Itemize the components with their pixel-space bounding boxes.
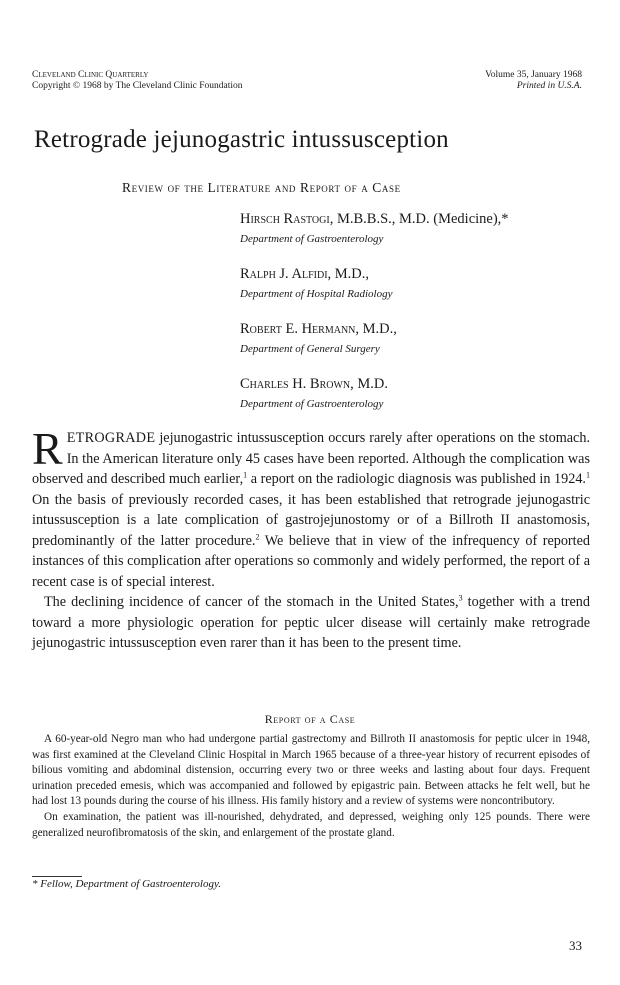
body-text-run: jejunogastric intussusception occurs rarely after operations on the stomach. In the American literature only 45 cases have been reported. Although the complication was observed and described much earlier,: [32, 430, 590, 487]
body-text-run: We believe that in view of the infrequency of reported instances of this complication after operations so commonly and widely performed, the report of a recent case is of special interest.: [32, 532, 590, 590]
running-header-left: [32, 70, 242, 92]
case-report: [32, 732, 590, 841]
author-name: Charles H. Brown: [240, 376, 351, 392]
body-text-run: The declining incidence of cancer of the stomach in the United States,: [44, 594, 459, 610]
body-text-run: a report on the radiologic diagnosis was published in 1924.: [247, 471, 586, 487]
printed-line: Printed in U.S.A.: [516, 81, 582, 91]
author-credentials: , M.B.B.S., M.D. (Medicine),*: [329, 211, 509, 227]
author-credentials: , M.D.: [350, 376, 389, 392]
author-department: Department of Gastroenterology: [240, 233, 384, 245]
footnote-divider: [32, 876, 82, 877]
case-paragraph-2: On examination, the patient was ill-nourished, dehydrated, and depressed, weighing only 125 pounds. There were generalized neurofibromatosis of the skin, and enlargement of the prostate gland.: [32, 810, 590, 839]
author-name-line: [240, 210, 600, 228]
body-paragraph-1: [32, 423, 590, 592]
author-name: Robert E. Hermann: [240, 321, 356, 337]
author-entry: [240, 210, 600, 265]
lead-caps: ETROGRADE: [66, 430, 156, 446]
reference-marker: 2: [255, 531, 260, 541]
author-entry: [240, 375, 600, 430]
author-name: Hirsch Rastogi: [240, 211, 330, 227]
author-entry: [240, 265, 600, 320]
body-paragraph-2: [32, 592, 590, 654]
volume-line: Volume 35, January 1968: [485, 70, 582, 80]
reference-marker: 1: [585, 470, 590, 480]
running-header-right: [485, 70, 582, 92]
case-paragraph-1: A 60-year-old Negro man who had undergone partial gastrectomy and Billroth II anastomosis for peptic ulcer in 1948, was first examined at the Cleveland Clinic Hospital in March 1965 because of a three-year history of recurrent episodes of bilious vomiting and abdominal distension, occurring every two or three weeks and lasting about four days. Frequent urination preceded emesis, which was accompanied and followed by epigastric pain. Between attacks he felt well, but he had lost 13 pounds during the course of his illness. His family history and a review of systems were noncontributory.: [32, 733, 590, 808]
author-department: Department of General Surgery: [240, 343, 380, 355]
author-name-line: [240, 265, 600, 283]
author-name-line: [240, 375, 600, 393]
author-credentials: , M.D.,: [327, 266, 370, 282]
page-number: 33: [569, 938, 582, 953]
body-text-run: together with a trend toward a more physiologic operation for peptic ulcer disease will certainly make retrograde jejunogastric intussusception even rarer than it has been to the present time.: [32, 594, 590, 651]
copyright-line: Copyright © 1968 by The Cleveland Clinic Foundation: [32, 81, 243, 91]
author-name: Ralph J. Alfidi: [240, 266, 328, 282]
reference-marker: 3: [458, 593, 463, 603]
footnote: * Fellow, Department of Gastroenterology.: [32, 878, 222, 890]
reference-marker: 1: [243, 470, 248, 480]
author-department: Department of Gastroenterology: [240, 398, 384, 410]
section-heading: Report of a Case: [264, 712, 356, 726]
article-body: [32, 423, 590, 654]
body-text-run: On the basis of previously recorded cases, it has been established that retrograde jejunogastric intussusception is a late complication of gastrojejunostomy or of a Billroth II anastomosis, predominantly of the latter procedure.: [32, 491, 590, 549]
author-department: Department of Hospital Radiology: [240, 288, 393, 300]
article-subtitle: Review of the Literature and Report of a Case: [122, 180, 401, 195]
article-title: Retrograde jejunogastric intussusception: [34, 126, 449, 153]
journal-name: Cleveland Clinic Quarterly: [32, 70, 149, 80]
author-name-line: [240, 320, 600, 338]
author-list: [240, 210, 600, 430]
author-entry: [240, 320, 600, 375]
author-credentials: , M.D.,: [355, 321, 397, 337]
drop-cap: R: [32, 423, 63, 474]
